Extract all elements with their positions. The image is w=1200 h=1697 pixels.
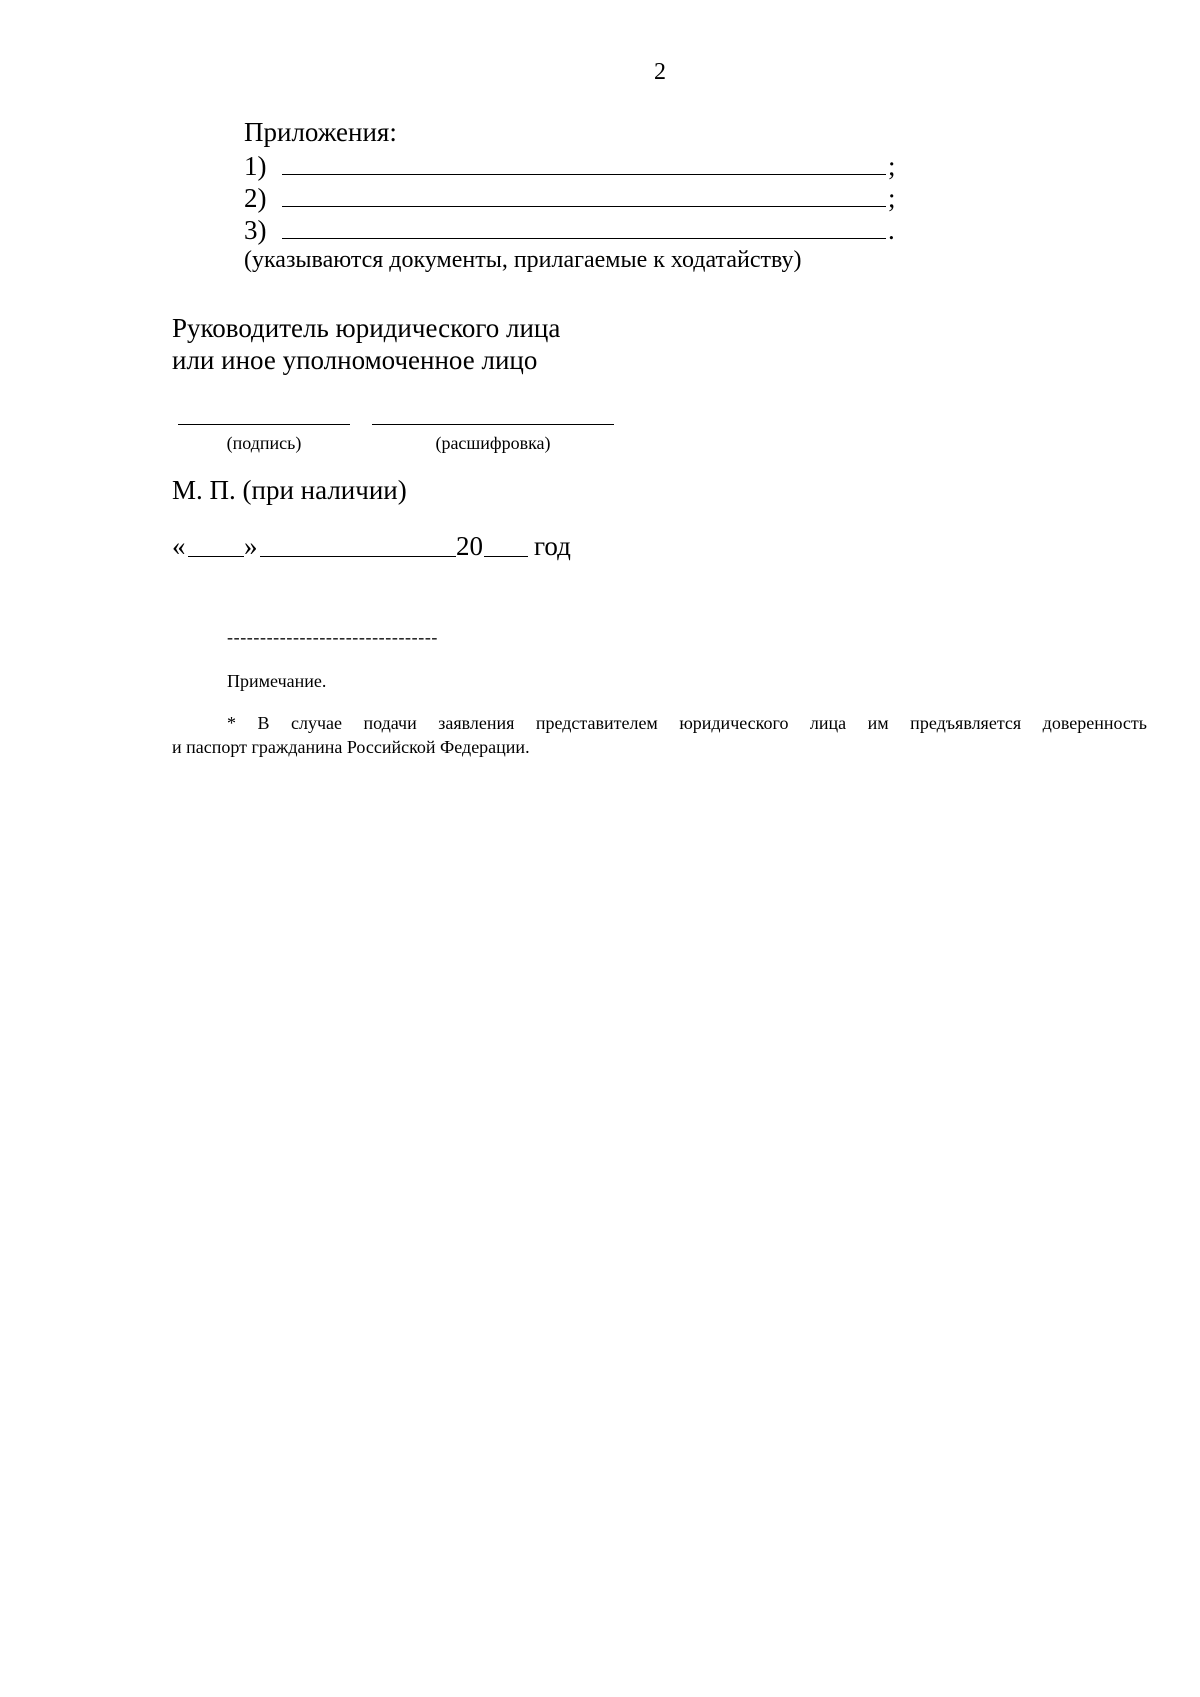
attachment-number-3: 3) <box>244 215 267 245</box>
attachments-heading: Приложения: <box>244 117 397 147</box>
note-text-line1: * В случае подачи заявления представителем юридического лица им предъявляется доверенность <box>227 713 1147 733</box>
note-heading: Примечание. <box>227 671 327 691</box>
signatory-title-line2: или иное уполномоченное лицо <box>172 345 538 375</box>
note-text-line2: и паспорт гражданина Российской Федерации. <box>172 737 530 757</box>
attachment-end-2: ; <box>888 183 896 213</box>
date-open-quote: « <box>172 531 186 561</box>
date-day-line[interactable] <box>188 556 244 557</box>
signature-line[interactable] <box>178 424 350 425</box>
attachment-number-2: 2) <box>244 183 267 213</box>
attachment-line-1[interactable] <box>282 174 886 175</box>
attachment-line-2[interactable] <box>282 206 886 207</box>
attachment-line-3[interactable] <box>282 238 886 239</box>
page-number: 2 <box>654 59 666 85</box>
date-close-quote: » <box>244 531 258 561</box>
date-month-line[interactable] <box>260 556 456 557</box>
signature-hint: (подпись) <box>226 433 302 453</box>
date-century: 20 <box>456 531 483 561</box>
attachment-end-3: . <box>888 215 895 245</box>
attachments-hint: (указываются документы, прилагаемые к ходатайству) <box>244 247 802 273</box>
decoding-hint: (расшифровка) <box>435 433 551 453</box>
signatory-title-line1: Руководитель юридического лица <box>172 313 561 343</box>
decoding-line[interactable] <box>372 424 614 425</box>
date-year-word: год <box>534 531 571 561</box>
date-year-line[interactable] <box>484 556 528 557</box>
attachment-end-1: ; <box>888 151 896 181</box>
footnote-separator: -------------------------------- <box>227 627 439 647</box>
attachment-number-1: 1) <box>244 151 267 181</box>
stamp-place: М. П. (при наличии) <box>172 475 407 505</box>
